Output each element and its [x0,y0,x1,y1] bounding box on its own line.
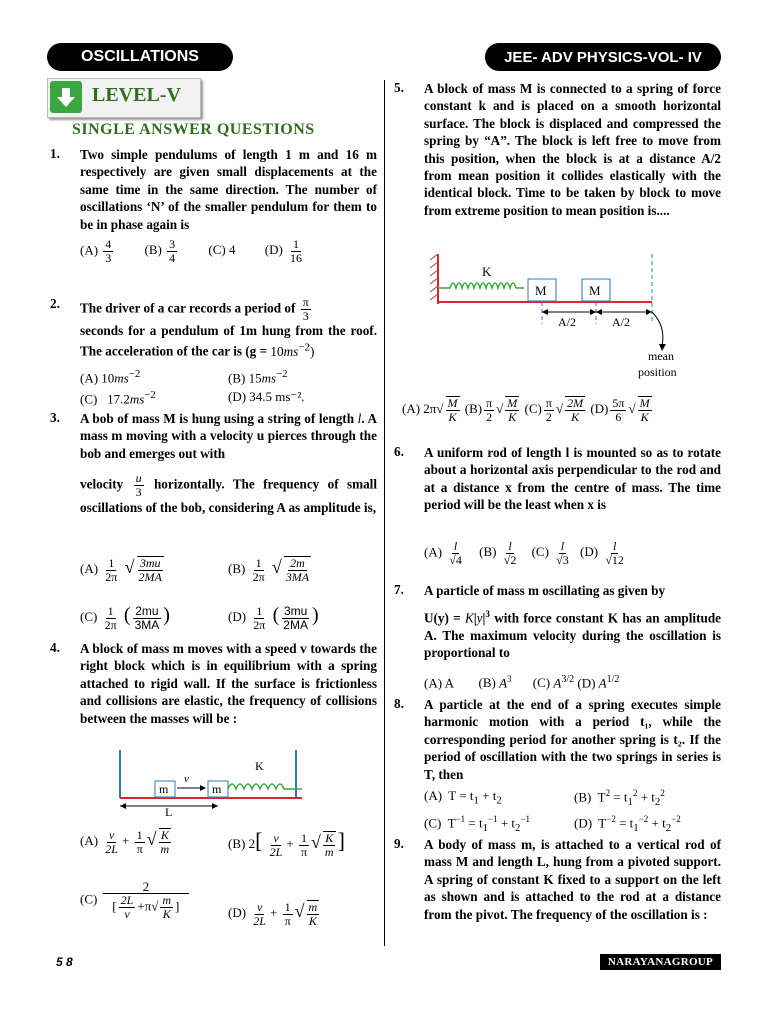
q1-number: 1. [50,146,60,161]
q7-text: A particle of mass m oscillating as given by [424,583,666,598]
section-title: SINGLE ANSWER QUESTIONS [72,121,315,138]
q3-option-d: (D) $\frac{1}{2\pi}$ ( $\frac{3mu}{2MA}$ ) [228,603,319,632]
q9-number: 9. [394,836,404,851]
svg-text:v: v [184,773,189,785]
q5-options: (A) 2π√ $\frac{M}{K}$ (B) $\frac{\pi}{2}$ √ $\frac{M}{K}$ (C) $\frac{\pi}{2}$ √ $\frac{2M}{K}$ (D) $\frac{5\pi}{6}$ √ $\frac{M}{K}$ [402,395,650,424]
q4-option-a: (A) $\frac{v}{2L}$ + $\frac{1}{\pi}$ √ $\frac{K}{m}$ [80,827,170,856]
q1-option-a: (A) [80,242,99,258]
q7-number: 7. [394,582,404,597]
q5-number: 5. [394,80,404,95]
q6-text: A uniform rod of length l is mounted so as to rotate about a horizontal axis perpendicular to the rod and at a distance x from the centre of mass. The time period will be the least when x is [424,445,721,513]
q5-diagram [430,252,680,382]
q4-option-d: (D) $\frac{v}{2L}$ + $\frac{1}{\pi}$ √ $\frac{m}{K}$ [228,899,318,928]
q3-option-a: (A) $\frac{1}{2\pi}$ √ $\frac{3mu}{2MA}$ [80,555,162,584]
q8-option-c: (C) $T^{-1} = t_1^{-1} + t_2^{-1}$ [424,814,531,834]
q5-text: A block of mass M is connected to a spring of force constant k and is placed on a smooth horizontal surface. The block is displaced and compressed the spring by “A”. The block is left free to move from this position, when the block is at a distance A/2 from mean position it collides elastically with the identical block. Time to be taken by block to move from extreme position to mean position is.... [424,81,721,218]
q3-option-c: (C) $\frac{1}{2\pi}$ ( $\frac{2mu}{3MA}$ ) [80,603,170,632]
volume-header: JEE- ADV PHYSICS-VOL- IV [485,43,721,71]
svg-text:M: M [535,283,547,298]
svg-text:m: m [159,782,169,796]
q1-options: (A) $\frac{4}{3}$ (B) $\frac{3}{4}$ (C) 4 (D) $\frac{1}{16}$ [80,237,303,265]
chapter-header: OSCILLATIONS [47,43,233,71]
q8-option-a: (A) $T = t_1 + t_2$ [424,788,502,807]
q1-option-b: (B) [144,242,162,258]
svg-text:A/2: A/2 [558,315,576,329]
column-divider [384,80,385,946]
level-title: LEVEL-V [92,84,181,106]
svg-text:m: m [212,782,222,796]
down-arrow-icon [50,81,82,113]
q2-option-c: (C) $17.2ms^{-2}$ [80,389,156,407]
q2-option-b: (B) $15ms^{-2}$ [228,368,288,386]
q3-text-2: velocity $\frac{u}{3}$ horizontally. The frequency of small oscillations of the bob, considering A as amplitude is, [80,471,377,515]
q3-number: 3. [50,410,60,425]
q9-text: A body of mass m, is attached to a vertical rod of mass M and length L, hung from a pivoted support. A spring of constant K fixed to a support on the left as shown and is attached to the rod at a distance from the pivot. The frequency of the oscillation is : [424,837,721,922]
svg-text:A/2: A/2 [612,315,630,329]
svg-text:K: K [482,264,492,279]
q4-number: 4. [50,640,60,655]
q2-option-a: (A) $10ms^{-2}$ [80,368,141,386]
q7-text-2: $U(y) = K|y|^3$ with force constant K has an amplitude A. The maximum velocity during the oscillation is proportional to [424,609,722,661]
svg-text:K: K [255,759,264,773]
svg-text:M: M [589,283,601,298]
q8-text: A particle at the end of a spring executes simple harmonic motion with a period t₁, while the corresponding period for another spring is t₂. If the period of oscillation with the two springs in series is T, then [424,697,721,782]
q4-option-c: (C) 2 [ $\frac{2L}{v}$ +π√ $\frac{m}{K}$ ] [80,880,191,921]
q7-options: (A) A (B) $A^3$ (C) $A^{3/2}$ (D) $A^{1/2}$ [424,674,620,691]
q1-option-d: (D) [264,242,283,258]
q3-option-b: (B) $\frac{1}{2\pi}$ √ $\frac{2m}{3MA}$ [228,555,310,584]
q3-text: A bob of mass M is hung using a string of length l. A mass m moving with a velocity u pierces through the bob and emerges out with [80,411,377,461]
q6-options: (A) $\frac{l}{√4}$ (B) $\frac{l}{√2}$ (C) $\frac{l}{√3}$ (D) $\frac{l}{√12}$ [424,539,624,567]
svg-text:L: L [165,805,173,818]
q1-text: Two simple pendulums of length 1 m and 16 m respectively are given small displacements at the same time in the same direction. The number of oscillations ‘N’ of the smaller pendulum for them to be in phase again is [80,147,377,232]
q4-diagram [110,748,310,818]
brand-footer: NARAYANAGROUP [600,954,721,970]
q1-option-c: (C) 4 [208,242,236,258]
svg-text:mean: mean [648,349,674,363]
q2-number: 2. [50,296,60,311]
q8-option-b: (B) $T^2 = t_1^2 + t_2^2$ [574,788,665,808]
q8-number: 8. [394,696,404,711]
q2-line2: seconds for a pendulum of 1m hung from the roof. The acceleration of the car is $(g = 10ms^{-2})$ [80,323,377,359]
q2-option-d: (D) 34.5 ms⁻². [228,389,305,404]
q8-option-d: (D) $T^{-2} = t_1^{-2} + t_2^{-2}$ [574,814,681,834]
page-number: 5 8 [56,955,73,969]
q4-option-b: (B) 2[ $\frac{v}{2L}$ + $\frac{1}{\pi}$ √ $\frac{K}{m}$ ] [228,828,345,860]
q2-line1: The driver of a car records a period of $\frac{\pi}{3}$ [80,295,309,323]
q4-text: A block of mass m moves with a speed v towards the right block which is in equilibrium with a spring attached to rigid wall. If the surface is frictionless and collisions are elastic, the frequency of collisions between the masses will be : [80,641,377,726]
svg-text:position: position [638,365,677,379]
q6-number: 6. [394,444,404,459]
